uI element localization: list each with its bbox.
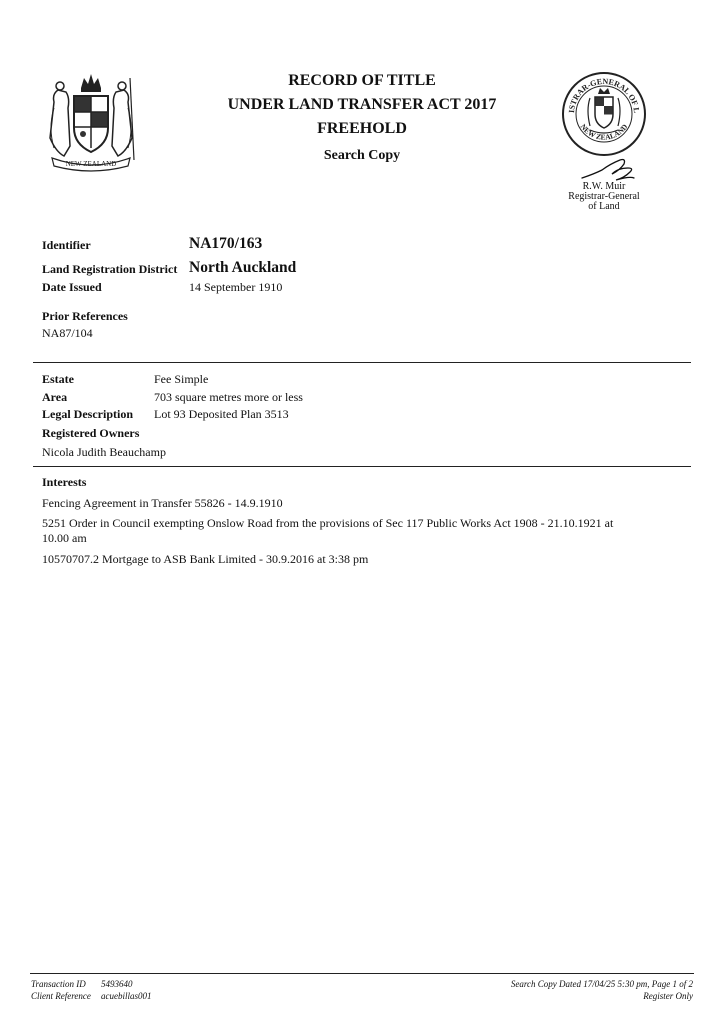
title-line-2: UNDER LAND TRANSFER ACT 2017	[227, 96, 497, 113]
signature-icon	[580, 158, 636, 182]
interest-item: 5251 Order in Council exempting Onslow Road from the provisions of Sec 117 Public Works Act 1908 - 21.10.1921 at	[42, 516, 614, 530]
search-copy-dated: Search Copy Dated 17/04/25 5:30 pm, Page 1 of 2	[510, 979, 693, 989]
client-reference-value: acuebillas001	[101, 991, 152, 1001]
registered-owners-value: Nicola Judith Beauchamp	[42, 445, 166, 459]
area-value: 703 square metres more or less	[154, 390, 303, 404]
prior-references-value: NA87/104	[42, 326, 93, 340]
title-line-3: FREEHOLD	[317, 120, 407, 137]
registrar-general-seal-icon	[560, 70, 648, 158]
district-label: Land Registration District	[42, 262, 178, 276]
svg-text:NEW ZEALAND: NEW ZEALAND	[65, 160, 117, 168]
title-line-1: RECORD OF TITLE	[288, 72, 436, 89]
divider-1	[33, 362, 691, 363]
signer-title-1: Registrar-General	[568, 191, 640, 202]
nz-coat-of-arms-icon	[40, 68, 142, 172]
area-label: Area	[42, 390, 68, 404]
register-only-label: Register Only	[643, 991, 693, 1001]
legal-description-value: Lot 93 Deposited Plan 3513	[154, 407, 289, 421]
legal-description-label: Legal Description	[42, 407, 133, 421]
interest-item: 10570707.2 Mortgage to ASB Bank Limited - 30.9.2016 at 3:38 pm	[42, 552, 369, 566]
district-value: North Auckland	[189, 259, 297, 276]
identifier-label: Identifier	[42, 238, 91, 252]
interests-heading: Interests	[42, 475, 87, 489]
estate-value: Fee Simple	[154, 372, 209, 386]
identifier-value: NA170/163	[189, 235, 263, 252]
svg-text:NEW ZEALAND: NEW ZEALAND	[578, 122, 630, 142]
signer-caption	[556, 182, 652, 212]
date-issued-value: 14 September 1910	[189, 280, 283, 294]
divider-2	[33, 466, 691, 467]
estate-label: Estate	[42, 372, 74, 386]
client-reference-label: Client Reference	[31, 991, 91, 1001]
transaction-id-label: Transaction ID	[31, 979, 86, 989]
signer-title-2: of Land	[588, 201, 620, 212]
signer-name: R.W. Muir	[582, 181, 626, 192]
transaction-id-value: 5493640	[101, 979, 133, 989]
footer-divider	[30, 973, 694, 974]
prior-references-label: Prior References	[42, 309, 128, 323]
interest-item: Fencing Agreement in Transfer 55826 - 14.9.1910	[42, 496, 283, 510]
search-copy-label: Search Copy	[323, 148, 401, 163]
svg-text:REGISTRAR-GENERAL OF LAND: ISTRAR-GENERAL OF L	[566, 76, 642, 114]
registered-owners-label: Registered Owners	[42, 426, 140, 440]
date-issued-label: Date Issued	[42, 280, 102, 294]
interest-item-continuation: 10.00 am	[42, 531, 87, 545]
